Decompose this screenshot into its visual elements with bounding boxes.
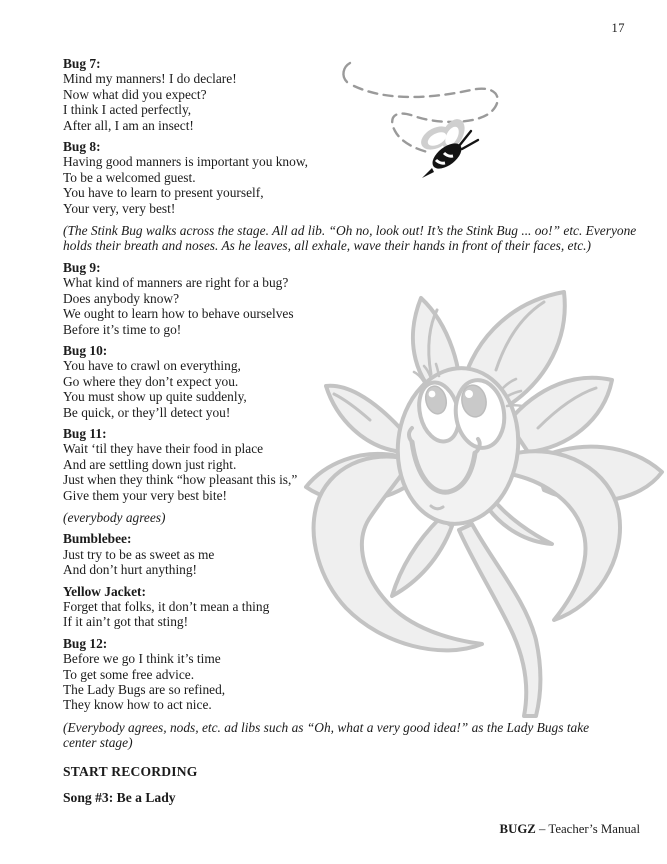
recording-cue: START RECORDING xyxy=(63,763,198,779)
speaker-name: Bug 9: xyxy=(63,259,101,275)
verse-line: Just when they think “how pleasant this is,” xyxy=(63,472,298,488)
stanza-bug-7 xyxy=(63,56,640,133)
verse-line: You have to crawl on everything, xyxy=(63,358,241,374)
verse-line: Does anybody know? xyxy=(63,290,180,306)
verse-line: If it ain’t got that sting! xyxy=(63,614,189,630)
speaker-name: Bug 7: xyxy=(63,56,101,71)
verse-line: After all, I am an insect! xyxy=(63,117,194,133)
verse-line: I think I acted perfectly, xyxy=(63,102,192,118)
verse-line: Before we go I think it’s time xyxy=(63,651,221,667)
verse-line: Your very, very best! xyxy=(63,200,176,216)
footer-book-title: BUGZ xyxy=(499,822,536,836)
song-title: Song #3: Be a Lady xyxy=(63,790,176,806)
verse-line: Having good manners is important you know, xyxy=(63,154,308,170)
verse-line: Forget that folks, it don’t mean a thing xyxy=(63,599,270,614)
verse-line: Wait ‘til they have their food in place xyxy=(63,441,264,457)
verse-line: And are settling down just right. xyxy=(63,456,237,472)
stanza-yellow-jacket xyxy=(63,584,640,630)
page-number: 17 xyxy=(611,21,625,35)
verse-line: Give them your very best bite! xyxy=(63,487,227,503)
speaker-name: Bug 11: xyxy=(63,425,107,441)
verse-line: You must show up quite suddenly, xyxy=(63,389,247,405)
verse-line: Now what did you expect? xyxy=(63,86,207,102)
stanza-bug-8 xyxy=(63,139,640,216)
verse-line: Before it’s time to go! xyxy=(63,321,182,337)
speaker-name: Bumblebee: xyxy=(63,531,132,547)
verse-line: To get some free advice. xyxy=(63,666,195,682)
verse-line: The Lady Bugs are so refined, xyxy=(63,682,226,698)
speaker-name: Yellow Jacket: xyxy=(63,583,146,599)
verse-line: Be quick, or they’ll detect you! xyxy=(63,404,231,420)
stanza-bug-11 xyxy=(63,426,640,503)
speaker-name: Bug 12: xyxy=(63,635,108,651)
verse-line: Mind my manners! I do declare! xyxy=(63,71,237,87)
verse-line: We ought to learn how to behave ourselves xyxy=(63,306,294,322)
stanza-bug-12 xyxy=(63,636,640,713)
stanza-bumblebee xyxy=(63,531,640,577)
stage-direction-stink-bug: (The Stink Bug walks across the stage. All ad lib. “Oh no, look out! It’s the Stink Bug ... oo!” etc. Everyone holds their breath and noses. As he leaves, all exhale, wave their hands in front of their faces, etc.) xyxy=(63,223,637,254)
verse-line: To be a welcomed guest. xyxy=(63,169,196,185)
verse-line: They know how to act nice. xyxy=(63,697,212,713)
speaker-name: Bug 8: xyxy=(63,139,101,155)
verse-line: What kind of manners are right for a bug? xyxy=(63,275,289,291)
verse-line: You have to learn to present yourself, xyxy=(63,185,264,201)
stage-direction-everybody-agrees: (everybody agrees) xyxy=(63,509,166,525)
verse-line: Just try to be as sweet as me xyxy=(63,546,215,562)
verse-line: Go where they don’t expect you. xyxy=(63,373,239,389)
stanza-bug-10 xyxy=(63,343,640,420)
footer-subtitle: – Teacher’s Manual xyxy=(535,822,640,836)
footer xyxy=(500,822,640,837)
verse-line: And don’t hurt anything! xyxy=(63,562,198,578)
speaker-name: Bug 10: xyxy=(63,342,108,358)
stage-direction-lady-bugs: (Everybody agrees, nods, etc. ad libs such as “Oh, what a very good idea!” as the Lady Bugs take center stage) xyxy=(63,719,590,751)
stanza-bug-9 xyxy=(63,260,640,337)
